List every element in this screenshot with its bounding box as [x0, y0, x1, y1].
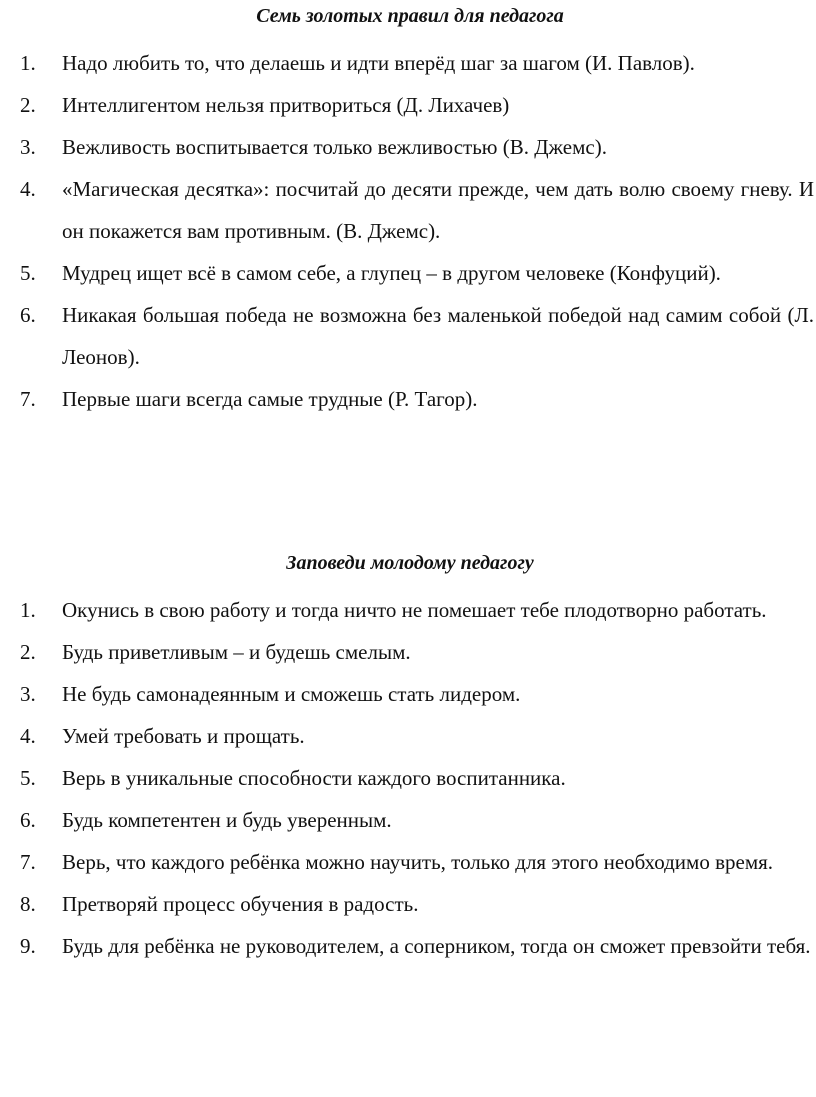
- list-item: [20, 126, 814, 168]
- item-text: Будь для ребёнка не руководителем, а соперником, тогда он сможет превзойти тебя.: [62, 934, 811, 958]
- list-item: [20, 925, 814, 967]
- item-text: Будь компетентен и будь уверенным.: [62, 808, 392, 832]
- section-title-commandments: Заповеди молодому педагогу: [286, 552, 534, 574]
- list-item: [20, 294, 814, 378]
- list-item: [20, 42, 814, 84]
- list-item: [20, 589, 814, 631]
- item-text: Претворяй процесс обучения в радость.: [62, 892, 419, 916]
- list-item: [20, 631, 814, 673]
- list-item: [20, 168, 814, 252]
- section-golden-rules: [0, 0, 816, 420]
- item-text: Окунись в свою работу и тогда ничто не помешает тебе плодотворно работать.: [62, 598, 767, 622]
- item-text: Не будь самонадеянным и сможешь стать лидером.: [62, 682, 521, 706]
- item-number: 2.: [20, 640, 36, 664]
- list-item: [20, 715, 814, 757]
- list-item: [20, 799, 814, 841]
- item-number: 1.: [20, 51, 36, 75]
- item-number: 9.: [20, 934, 36, 958]
- item-text: Интеллигентом нельзя притвориться (Д. Лихачев): [62, 93, 510, 117]
- item-text: Мудрец ищет всё в самом себе, а глупец – в другом человеке (Конфуций).: [62, 261, 721, 285]
- section-commandments: [0, 547, 816, 967]
- item-number: 3.: [20, 682, 36, 706]
- item-number: 3.: [20, 135, 36, 159]
- list-item: [20, 757, 814, 799]
- list-item: [20, 378, 814, 420]
- item-text: «Магическая десятка»: посчитай до десяти прежде, чем дать волю своему гневу. И он покажется вам противным. (В. Джемс).: [62, 177, 814, 243]
- item-text: Никакая большая победа не возможна без маленькой победой над самим собой (Л. Леонов).: [62, 303, 814, 369]
- item-text: Первые шаги всегда самые трудные (Р. Тагор).: [62, 387, 478, 411]
- list-item: [20, 252, 814, 294]
- item-number: 7.: [20, 850, 36, 874]
- item-number: 5.: [20, 766, 36, 790]
- list-item: [20, 883, 814, 925]
- commandments-list: [0, 589, 816, 967]
- item-text: Надо любить то, что делаешь и идти вперёд шаг за шагом (И. Павлов).: [62, 51, 695, 75]
- item-number: 8.: [20, 892, 36, 916]
- item-number: 1.: [20, 598, 36, 622]
- list-item: [20, 673, 814, 715]
- item-number: 2.: [20, 93, 36, 117]
- item-number: 4.: [20, 724, 36, 748]
- item-number: 6.: [20, 303, 36, 327]
- item-text: Умей требовать и прощать.: [62, 724, 305, 748]
- item-text: Вежливость воспитывается только вежливостью (В. Джемс).: [62, 135, 607, 159]
- list-item: [20, 84, 814, 126]
- golden-rules-list: [0, 42, 816, 420]
- item-text: Будь приветливым – и будешь смелым.: [62, 640, 411, 664]
- item-number: 6.: [20, 808, 36, 832]
- item-number: 7.: [20, 387, 36, 411]
- item-number: 5.: [20, 261, 36, 285]
- item-text: Верь, что каждого ребёнка можно научить, только для этого необходимо время.: [62, 850, 774, 874]
- item-number: 4.: [20, 177, 36, 201]
- section-title-golden-rules: Семь золотых правил для педагога: [256, 5, 564, 27]
- item-text: Верь в уникальные способности каждого воспитанника.: [62, 766, 566, 790]
- list-item: [20, 841, 814, 883]
